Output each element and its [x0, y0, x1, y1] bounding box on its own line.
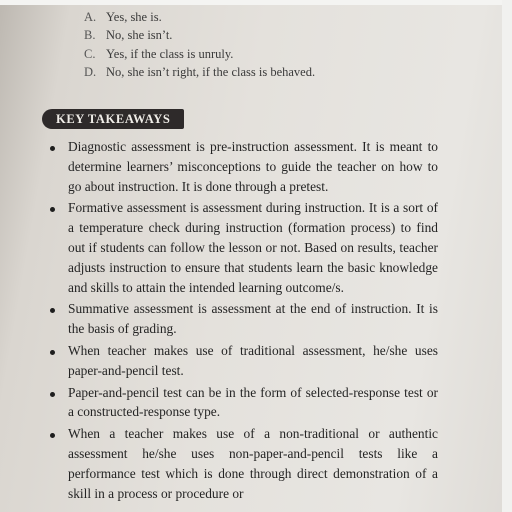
takeaways-list — [48, 137, 438, 505]
option-d — [84, 63, 444, 81]
list-item — [48, 137, 438, 196]
takeaway-text: Summative assessment is assessment at the end of instruction. It is the basis of grading. — [68, 301, 438, 337]
option-a — [84, 8, 444, 26]
list-item — [48, 299, 438, 339]
takeaway-text: Diagnostic assessment is pre-instruction assessment. It is meant to determine learners’ misconceptions to guide the teacher on how to go about instruction. It is done through a pretest. — [68, 139, 438, 194]
bullet-icon — [50, 308, 55, 313]
option-c — [84, 45, 444, 63]
list-item — [48, 424, 438, 503]
option-letter: B. — [84, 28, 96, 43]
takeaway-text: Formative assessment is assessment during instruction. It is a sort of a temperature check during instruction (formation process) to find out if students can follow the lesson or not. Based on results, teacher adjusts instruction to ensure that students learn the basic knowledge and skills to attain the intended learning outcome/s. — [68, 200, 438, 295]
bullet-icon — [50, 146, 55, 151]
list-item — [48, 341, 438, 381]
bullet-icon — [50, 350, 55, 355]
option-text: No, she isn’t. — [106, 28, 173, 43]
list-item — [48, 198, 438, 297]
bullet-icon — [50, 207, 55, 212]
page-edge-top — [0, 0, 512, 5]
option-letter: A. — [84, 10, 97, 24]
takeaway-text: Paper-and-pencil test can be in the form of selected-response test or a constructed-response type. — [68, 384, 438, 420]
section-title-badge: KEY TAKEAWAYS — [42, 109, 184, 129]
takeaway-text: When teacher makes use of traditional assessment, he/she uses paper-and-pencil test. — [68, 342, 438, 378]
option-b — [84, 26, 444, 44]
option-text: No, she isn’t right, if the class is behaved. — [106, 65, 316, 80]
option-letter: D. — [84, 65, 97, 80]
answer-options — [84, 8, 444, 82]
option-text: Yes, if the class is unruly. — [106, 46, 234, 61]
bullet-icon — [50, 392, 55, 397]
option-text: Yes, she is. — [106, 10, 162, 24]
takeaway-text: When a teacher makes use of a non-traditional or authentic assessment he/she uses non-paper-and-pencil tests like a performance test which is done through direct demonstration of a skill in a process or procedure or — [68, 426, 438, 501]
list-item — [48, 383, 438, 423]
option-letter: C. — [84, 46, 96, 61]
page-edge-right — [502, 0, 512, 512]
bullet-icon — [50, 433, 55, 438]
